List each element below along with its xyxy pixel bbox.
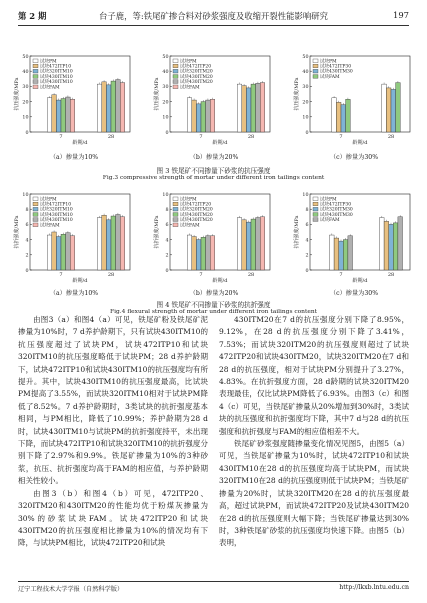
y-tick-label: 4 (25, 238, 29, 244)
y-axis-label: 抗压强度/MPa (14, 77, 20, 111)
y-axis-label: 抗折强度/MPa (294, 215, 300, 249)
legend-label: 试块320ITM10 (40, 207, 73, 213)
legend-label: 试块430ITM10 (40, 212, 73, 218)
legend-swatch (33, 197, 38, 201)
bar (192, 237, 197, 270)
fig3a-subcaption: （a）掺量为10% (49, 154, 99, 161)
bar (106, 220, 111, 270)
issue-number: 第 2 期 (18, 11, 47, 21)
legend-label: 试块430ITM30 (320, 69, 353, 75)
bar (66, 233, 71, 270)
bar (102, 215, 107, 270)
bar (396, 83, 401, 132)
bar (332, 98, 337, 132)
legend-swatch (33, 64, 38, 68)
bar (237, 84, 242, 132)
x-axis-label: 龄期/d (72, 278, 88, 284)
y-tick-label: 6 (25, 223, 29, 229)
journal-url: http://lkxb.lntu.edu.cn (339, 584, 409, 591)
legend-label: 试块320ITM10 (40, 69, 73, 75)
y-tick-label: 2 (305, 253, 309, 259)
legend-label: 试块430ITM20 (180, 74, 213, 80)
legend-label: 试块FAM (320, 74, 340, 80)
legend-label: 试块320ITM20 (180, 207, 213, 213)
fig4c-chart (294, 190, 414, 285)
x-axis-label: 龄期/d (212, 278, 228, 284)
legend-swatch (33, 207, 38, 211)
y-tick-label: 50 (22, 54, 29, 60)
x-tick-label: 7 (59, 134, 63, 140)
y-tick-label: 40 (22, 70, 29, 75)
bar (102, 82, 107, 132)
legend-label: 试块FAM (40, 85, 60, 91)
x-tick-label: 7 (59, 272, 63, 278)
legend-label: 试块430ITM30 (320, 212, 353, 218)
legend-swatch (33, 223, 38, 227)
legend-label: 试块472ITP30 (320, 64, 352, 70)
bar (206, 236, 211, 270)
legend-swatch (313, 213, 318, 217)
paragraph: 由图3（a）和图4（a）可见，铁尾矿粉及铁尾矿泥掺量为10%时，7 d养护龄期下，只有试块430ITM10的抗压强度超过了试块PM，试块472ITP10和试块320ITM10的抗压强度略低于试块PM；28 d养护龄期下，试块472ITP10和试块430ITM10的抗压强度均有所提升。其中，试块430ITM10的抗压强度最高，比试块PM提高了3.55%，而试块320ITM10相对于试块PM降低了8.52%。7 d养护龄期时，3类试块的抗折强度基本相同，与PM相比，降低了10.99%；养护龄期为28 d时，试块430ITM10与试块PM的抗折强度持平，未出现下降，而试块472ITP10和试块320ITM10的抗折强度分别下降了2.97%和9.9%。铁尾矿掺量为10%的3种砂浆，抗压、抗折强度均高于FAM的相应值，与养护龄期相关性较小。 (18, 315, 208, 486)
legend-label: 试块320ITM20 (180, 69, 213, 75)
bar (61, 234, 66, 270)
legend-swatch (313, 197, 318, 201)
y-tick-label: 0 (25, 130, 29, 136)
legend-label: 试块PM (40, 197, 57, 203)
bar (47, 235, 52, 270)
footer-rule (18, 581, 409, 582)
x-axis-label: 龄期/d (72, 140, 88, 146)
bar (70, 99, 75, 132)
y-tick-label: 10 (162, 115, 169, 121)
x-tick-label: 7 (339, 272, 343, 278)
legend-swatch (313, 202, 318, 206)
bar (341, 105, 346, 132)
bar (237, 218, 242, 270)
body-right-column (219, 314, 409, 550)
y-tick-label: 2 (165, 253, 169, 259)
fig3-caption: 图 3 铁尾矿不同掺量下砂浆的抗压强度 (156, 167, 271, 175)
fig3c-chart (294, 52, 414, 147)
y-tick-label: 0 (305, 268, 309, 274)
journal-name: 辽宁工程技术大学学报（自然科学版） (18, 586, 124, 593)
legend-swatch (173, 197, 178, 201)
x-tick-label: 7 (339, 134, 343, 140)
y-tick-label: 0 (165, 130, 169, 136)
bar (70, 236, 75, 270)
bar (210, 236, 215, 270)
bar (391, 89, 396, 132)
y-tick-label: 20 (302, 100, 309, 106)
fig4c-subcaption: （c）掺量为30% (329, 290, 379, 297)
bar (120, 217, 125, 270)
bar (260, 217, 265, 270)
legend-label: 试块430ITM20 (180, 212, 213, 218)
legend-swatch (173, 213, 178, 217)
bar (336, 102, 341, 132)
bar (246, 88, 251, 132)
legend-swatch (313, 207, 318, 211)
fig4a-subcaption: （a）掺量为10% (49, 290, 99, 297)
bar (348, 236, 353, 270)
bar (334, 238, 339, 270)
page-number: 197 (393, 10, 409, 20)
bar (393, 223, 398, 270)
bar (343, 240, 348, 270)
bar (97, 84, 102, 132)
y-tick-label: 6 (165, 223, 169, 229)
legend-label: 试块430ITM10 (40, 74, 73, 80)
fig4b-chart (154, 190, 274, 285)
fig4b-subcaption: （b）掺量为20% (189, 290, 239, 297)
y-tick-label: 50 (302, 54, 309, 60)
bar (111, 216, 116, 270)
x-tick-label: 28 (247, 272, 255, 278)
bar (97, 218, 102, 270)
legend-label: 试块430ITM20 (180, 218, 213, 224)
fig3b-chart (154, 52, 274, 147)
bar (242, 220, 247, 270)
running-title: 台子鹿，等:铁尾矿掺合料对砂浆强度及收缩开裂性能影响研究 (99, 11, 328, 21)
legend-swatch (33, 213, 38, 217)
legend-swatch (33, 80, 38, 84)
legend-swatch (33, 218, 38, 222)
bar (386, 88, 391, 132)
bar (242, 86, 247, 132)
y-tick-label: 10 (302, 115, 309, 121)
legend-label: 试块472ITP10 (40, 202, 72, 208)
x-axis-label: 龄期/d (352, 140, 368, 146)
legend-swatch (33, 202, 38, 206)
y-tick-label: 0 (305, 130, 309, 136)
x-tick-label: 28 (387, 134, 395, 140)
legend-label: 试块430ITM10 (40, 218, 73, 224)
legend-swatch (313, 59, 318, 63)
legend-label: 试块FAM (180, 223, 200, 229)
bar (192, 100, 197, 132)
y-tick-label: 10 (22, 192, 29, 198)
y-tick-label: 20 (22, 100, 29, 106)
legend-label: 试块PM (180, 197, 197, 203)
x-axis-label: 龄期/d (212, 140, 228, 146)
paragraph: 由图3（b）和图4（b）可见，472ITP20、320ITM20和430ITM20的性能均优于粉煤灰掺量为30%的砂浆试块FAM。试块472ITP20和试块430ITM20的抗压强度相比掺量为10%的情况均有下降，与试块PM相比，试块472ITP20和试块 (18, 488, 208, 548)
y-tick-label: 40 (162, 70, 169, 75)
bar (246, 222, 251, 270)
x-tick-label: 7 (199, 272, 203, 278)
bar (382, 84, 387, 132)
paragraph: 430ITM20在7 d的抗压强度分别下降了8.95%，9.12%，在28 d的抗压强度分别下降了3.41%，7.53%；而试块320ITM20的抗压强度则超过了试块472ITP20和试块430ITM20，试块320ITM20在7 d和28 d的抗压强度，相对于试块PM分别提升了3.27%，4.83%。在抗折强度方面，28 d龄期的试块320ITM20表现最佳，仅比试块PM降低了6.93%。由图3（c）和图4（c）可见，当铁尾矿掺量从20%增加到30%时，3类试块的抗压强度和抗折强度均下降，其中7 d与28 d的抗压强度和抗折强度与FAM的相应值相差不大。 (219, 315, 409, 436)
x-tick-label: 28 (107, 272, 115, 278)
bar (339, 241, 344, 270)
x-tick-label: 7 (199, 134, 203, 140)
bar (389, 224, 394, 270)
legend-swatch (33, 59, 38, 63)
legend-swatch (173, 64, 178, 68)
y-tick-label: 30 (302, 85, 309, 91)
legend-swatch (173, 59, 178, 63)
y-axis-label: 抗压强度/MPa (154, 77, 160, 111)
y-tick-label: 0 (25, 268, 29, 274)
fig3b-subcaption: （b）掺量为20% (189, 154, 239, 161)
legend-label: 试块430ITM10 (40, 80, 73, 86)
legend-swatch (173, 223, 178, 227)
legend-swatch (313, 64, 318, 68)
legend-swatch (173, 69, 178, 73)
legend-label: 试块FAM (40, 223, 60, 229)
bar (116, 215, 121, 270)
legend-swatch (173, 75, 178, 79)
legend-swatch (313, 69, 318, 73)
y-tick-label: 4 (305, 238, 309, 244)
y-tick-label: 30 (22, 85, 29, 91)
bar (346, 99, 351, 132)
bar (56, 237, 61, 270)
legend-label: 试块472ITP20 (180, 202, 212, 208)
x-tick-label: 28 (387, 272, 395, 278)
bar (256, 218, 261, 270)
legend-swatch (173, 218, 178, 222)
bar (251, 219, 256, 270)
bar (120, 83, 125, 132)
y-tick-label: 8 (165, 208, 169, 213)
legend-swatch (33, 75, 38, 79)
legend-label: 试块FAM (180, 85, 200, 91)
legend-label: 试块320ITM30 (320, 207, 353, 213)
bar (384, 221, 389, 270)
fig3a-chart (14, 52, 134, 147)
legend-swatch (173, 80, 178, 84)
bar (66, 97, 71, 132)
bar (52, 232, 57, 270)
fig3c-subcaption: （c）掺量为30% (329, 154, 379, 161)
x-axis-label: 龄期/d (352, 278, 368, 284)
legend-label: 试块472ITP30 (320, 202, 352, 208)
legend-label: 试块472ITP20 (180, 64, 212, 70)
y-tick-label: 6 (305, 223, 309, 229)
y-tick-label: 10 (162, 192, 169, 198)
y-tick-label: 2 (25, 253, 29, 259)
y-tick-label: 8 (305, 208, 309, 213)
y-tick-label: 10 (22, 115, 29, 121)
y-tick-label: 0 (165, 268, 169, 274)
y-tick-label: 10 (302, 192, 309, 198)
fig4a-chart (14, 190, 134, 285)
bar (196, 240, 201, 270)
y-tick-label: 4 (165, 238, 169, 244)
body-left-column (18, 314, 208, 550)
header-rule (18, 25, 409, 26)
y-tick-label: 8 (25, 208, 29, 213)
y-axis-label: 抗压强度/MPa (294, 77, 300, 111)
bar (47, 98, 52, 132)
legend-swatch (173, 207, 178, 211)
running-header (18, 10, 409, 24)
bar (330, 235, 335, 270)
y-tick-label: 30 (162, 85, 169, 91)
y-axis-label: 抗折强度/MPa (14, 215, 20, 249)
bar (256, 83, 261, 132)
bar (206, 100, 211, 132)
bar (210, 99, 215, 132)
legend-swatch (33, 85, 38, 89)
bar (398, 217, 403, 270)
paragraph: 铁尾矿砂浆强度随掺量变化情况见图5，由图5（a）可见，当铁尾矿掺量为10%时，试块472ITP10和试块430ITM10在28 d的抗压强度均高于试块PM，而试块320ITM10在28 d的抗压强度则低于试块PM；当铁尾矿掺量为20%时，试块320ITM20在28 d的抗压强度最高，超过试块PM，而试块472ITP20及试块430ITM20在28 d的抗压强度则大幅下降；当铁尾矿掺量达到30%时，3种铁尾矿砂浆的抗压强度均快速下降。由图5（b）表明， (219, 439, 409, 548)
legend-label: 试块PM (180, 59, 197, 65)
fig4-caption: 图 4 铁尾矿不同掺量下砂浆的抗折强度 (156, 301, 271, 309)
legend-label: 试块FAM (320, 218, 340, 224)
page-footer (18, 584, 409, 594)
legend-swatch (173, 85, 178, 89)
bar (61, 99, 66, 132)
bar (196, 104, 201, 132)
bar (106, 85, 111, 132)
bar (116, 80, 121, 132)
y-tick-label: 50 (162, 54, 169, 60)
legend-label: 试块PM (40, 59, 57, 65)
y-tick-label: 20 (162, 100, 169, 106)
bar (201, 102, 206, 132)
fig4-caption-en: Fig.4 flexural strength of mortar under different iron tailings content (109, 309, 317, 315)
legend-swatch (33, 69, 38, 73)
legend-label: 试块PM (320, 59, 337, 65)
bar (52, 95, 57, 132)
bar (187, 235, 192, 270)
x-tick-label: 28 (107, 134, 115, 140)
bar (187, 98, 192, 132)
bar (111, 81, 116, 132)
x-tick-label: 28 (247, 134, 255, 140)
legend-label: 试块430ITM20 (180, 80, 213, 86)
legend-swatch (313, 75, 318, 79)
legend-label: 试块472ITP10 (40, 64, 72, 70)
bar (260, 83, 265, 132)
bar (201, 237, 206, 270)
bar (251, 84, 256, 132)
legend-swatch (173, 202, 178, 206)
y-axis-label: 抗折强度/MPa (154, 215, 160, 249)
legend-swatch (313, 218, 318, 222)
legend-label: 试块PM (320, 197, 337, 203)
y-tick-label: 40 (302, 70, 309, 75)
bar (380, 218, 385, 270)
bar (56, 100, 61, 132)
fig3-caption-en: Fig.3 compressive strength of mortar under different iron tailings content (102, 175, 325, 181)
